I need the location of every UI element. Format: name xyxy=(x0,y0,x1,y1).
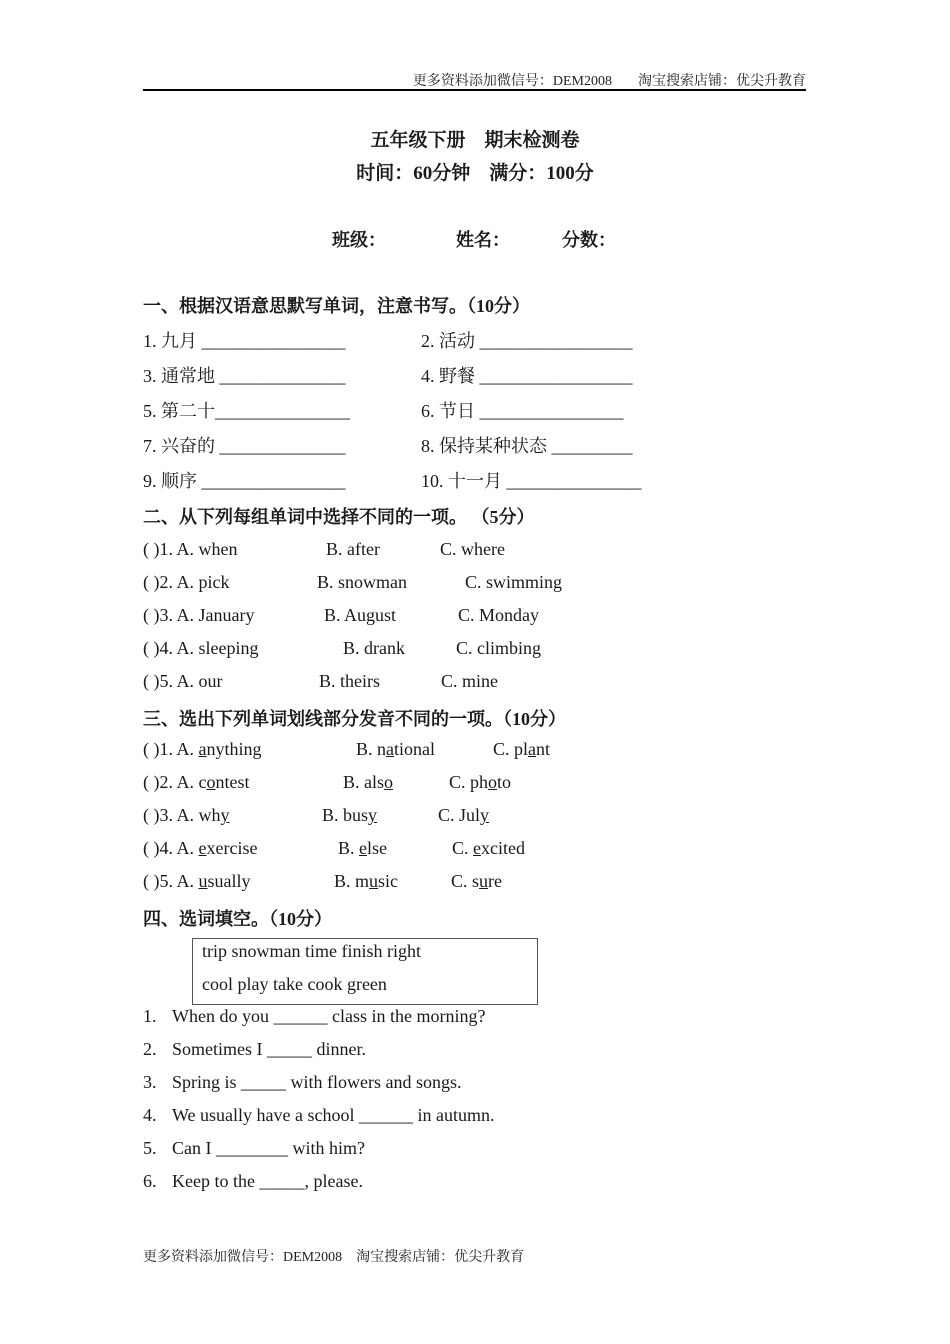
section1-heading: 一、根据汉语意思默写单词，注意书写。（10分） xyxy=(143,296,530,316)
list-item: 7. 兴奋的 ______________ xyxy=(143,436,346,456)
sentence-number: 2. xyxy=(143,1039,157,1059)
word-bank-line: trip snowman time finish right xyxy=(202,941,421,961)
option-c: C. July xyxy=(438,805,490,825)
option-a: ( )1. A. anything xyxy=(143,739,262,759)
option-c: C. where xyxy=(440,539,505,559)
option-a: ( )4. A. exercise xyxy=(143,838,258,858)
option-c: C. Monday xyxy=(458,605,539,625)
option-a: ( )5. A. usually xyxy=(143,871,251,891)
sentence-text: Can I ________ with him? xyxy=(172,1138,365,1158)
footer-shop: 淘宝搜索店铺：优尖升教育 xyxy=(356,1250,525,1265)
word-bank xyxy=(192,938,538,1005)
list-item: 10. 十一月 _______________ xyxy=(421,471,642,491)
list-item: 3. 通常地 ______________ xyxy=(143,366,346,386)
option-b: B. else xyxy=(338,838,388,858)
option-a: ( )3. A. why xyxy=(143,805,230,825)
sentence-number: 1. xyxy=(143,1006,157,1026)
footer-wechat: 更多资料添加微信号：DEM2008 xyxy=(143,1250,343,1265)
option-b: B. national xyxy=(356,739,436,759)
score-label: 分数： xyxy=(562,230,616,250)
option-c: C. swimming xyxy=(465,572,563,592)
option-a: ( )4. A. sleeping xyxy=(143,638,259,658)
option-a: ( )3. A. January xyxy=(143,605,255,625)
option-b: B. theirs xyxy=(319,671,380,691)
option-a: ( )1. A. when xyxy=(143,539,238,559)
option-b: B. music xyxy=(334,871,399,891)
sentence-text: We usually have a school ______ in autumn. xyxy=(172,1105,495,1125)
list-item: 8. 保持某种状态 _________ xyxy=(421,436,633,456)
page-footer xyxy=(143,1246,538,1266)
exam-time-score: 时间：60分钟 满分：100分 xyxy=(356,163,594,184)
word-bank-line: cool play take cook green xyxy=(202,974,387,994)
section2-heading: 二、从下列每组单词中选择不同的一项。 （5分） xyxy=(143,507,535,527)
option-a: ( )2. A. pick xyxy=(143,572,230,592)
sentence-text: Spring is _____ with flowers and songs. xyxy=(172,1072,462,1092)
class-label: 班级： xyxy=(332,230,386,250)
option-a: ( )5. A. our xyxy=(143,671,223,691)
option-b: B. also xyxy=(343,772,394,792)
option-c: C. sure xyxy=(451,871,502,891)
option-b: B. August xyxy=(324,605,397,625)
exam-title: 五年级下册 期末检测卷 xyxy=(370,130,580,151)
option-c: C. mine xyxy=(441,671,498,691)
list-item: 5. 第二十_______________ xyxy=(143,401,350,421)
section3-heading: 三、选出下列单词划线部分发音不同的一项。（10分） xyxy=(143,709,566,729)
sentence-text: Keep to the _____, please. xyxy=(172,1171,363,1191)
option-b: B. snowman xyxy=(317,572,407,592)
sentence-number: 5. xyxy=(143,1138,157,1158)
option-c: C. climbing xyxy=(456,638,541,658)
list-item: 1. 九月 ________________ xyxy=(143,331,346,351)
list-item: 6. 节日 ________________ xyxy=(421,401,624,421)
header-shop: 淘宝搜索店铺：优尖升教育 xyxy=(638,74,806,89)
sentence-text: Sometimes I _____ dinner. xyxy=(172,1039,366,1059)
name-label: 姓名： xyxy=(456,230,510,250)
header-wechat: 更多资料添加微信号：DEM2008 xyxy=(412,74,612,89)
option-c: C. plant xyxy=(493,739,551,759)
option-b: B. after xyxy=(326,539,380,559)
option-a: ( )2. A. contest xyxy=(143,772,250,792)
sentence-number: 3. xyxy=(143,1072,157,1092)
list-item: 9. 顺序 ________________ xyxy=(143,471,346,491)
sentence-text: When do you ______ class in the morning? xyxy=(172,1006,486,1026)
option-b: B. busy xyxy=(322,805,378,825)
sentence-number: 4. xyxy=(143,1105,157,1125)
list-item: 4. 野餐 _________________ xyxy=(421,366,633,386)
section4-heading: 四、选词填空。（10分） xyxy=(143,909,332,929)
sentence-number: 6. xyxy=(143,1171,157,1191)
student-info xyxy=(0,226,950,250)
option-c: C. excited xyxy=(452,838,525,858)
option-b: B. drank xyxy=(343,638,405,658)
list-item: 2. 活动 _________________ xyxy=(421,331,633,351)
page-header xyxy=(143,70,806,91)
option-c: C. photo xyxy=(449,772,512,792)
